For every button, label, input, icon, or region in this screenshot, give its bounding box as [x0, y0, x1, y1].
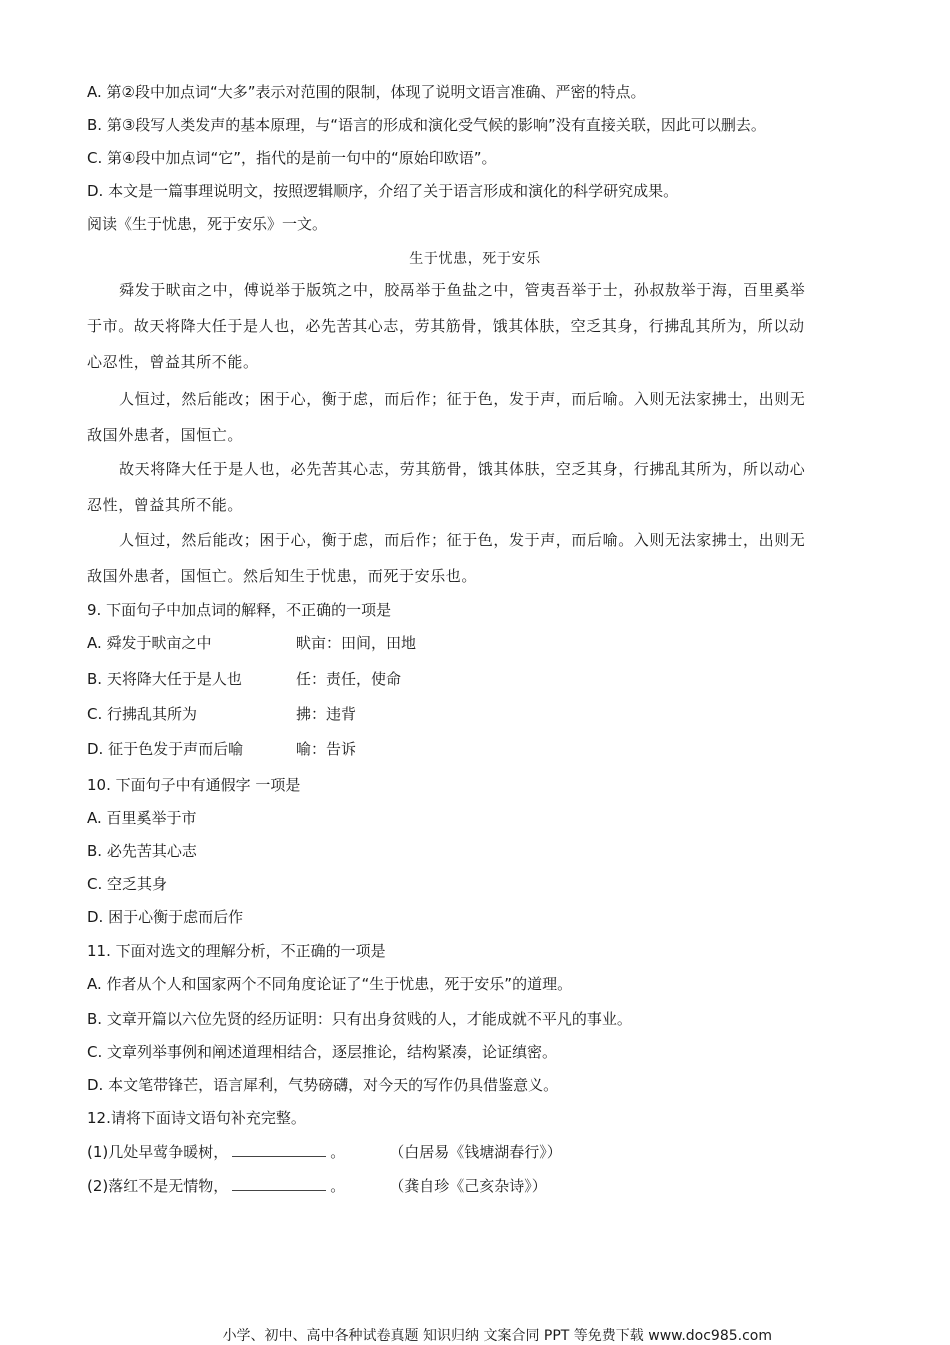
q11-option-d: D. 本文笔带锋芒，语言犀利，气势磅礴，对今天的写作仍具借鉴意义。 [87, 1076, 559, 1094]
q9-option-gloss: 任：责任，使命 [296, 670, 402, 688]
q9-option-sentence: C. 行拂乱其所为 [87, 705, 198, 723]
q12-item-suffix: 。 [330, 1177, 346, 1195]
q11-option-a: A. 作者从个人和国家两个不同角度论证了“生于忧患，死于安乐”的道理。 [87, 975, 573, 993]
fill-blank[interactable] [232, 1142, 326, 1157]
q8-option-d: D. 本文是一篇事理说明文，按照逻辑顺序，介绍了关于语言形成和演化的科学研究成果。 [87, 182, 679, 200]
q10-option-d: D. 困于心衡于虑而后作 [87, 908, 244, 926]
q9-option-gloss: 拂：违背 [296, 705, 357, 723]
page-footer: 小学、初中、高中各种试卷真题 知识归纳 文案合同 PPT 等免费下载 www.doc985.com [222, 1328, 772, 1344]
q12-item-prefix: (1)几处早莺争暖树， [87, 1143, 229, 1161]
q9-option-gloss: 喻：告诉 [296, 740, 357, 758]
fill-blank[interactable] [232, 1176, 326, 1191]
passage-paragraph-1 [87, 280, 859, 388]
q8-option-c: C. 第④段中加点词“它”，指代的是前一句中的“原始印欧语”。 [87, 149, 497, 167]
passage-paragraph-2 [87, 389, 859, 461]
q11-stem: 11. 下面对选文的理解分析，不正确的一项是 [87, 942, 386, 960]
passage-line: 于市。故天将降大任于是人也，必先苦其心志，劳其筋骨，饿其体肤，空乏其身，行拂乱其所为，所以动 [87, 317, 805, 335]
q9-stem: 9. 下面句子中加点词的解释，不正确的一项是 [87, 601, 392, 619]
q8-option-b: B. 第③段写人类发声的基本原理，与“语言的形成和演化受气候的影响”没有直接关联，因此可以删去。 [87, 116, 766, 134]
passage-line: 心忍性，曾益其所不能。 [87, 353, 259, 371]
q12-item-source: （龚自珍《己亥杂诗》） [389, 1177, 547, 1195]
q12-item-1 [87, 1142, 562, 1162]
q10-option-c: C. 空乏其身 [87, 875, 168, 893]
q12-item-suffix: 。 [330, 1143, 346, 1161]
passage-line: 忍性，曾益其所不能。 [87, 496, 244, 514]
passage-line: 舜发于畎亩之中，傅说举于版筑之中，胶鬲举于鱼盐之中，管夷吾举于士，孙叔敖举于海，百里奚举 [119, 281, 806, 299]
q9-option-gloss: 畎亩：田间，田地 [296, 634, 417, 652]
passage-line: 敌国外患者，国恒亡。 [87, 426, 244, 444]
q10-stem: 10. 下面句子中有通假字 一项是 [87, 776, 301, 794]
passage-line: 人恒过，然后能改；困于心，衡于虑，而后作；征于色，发于声，而后喻。入则无法家拂士，出则无 [119, 531, 806, 549]
q12-item-2 [87, 1176, 547, 1196]
passage-line: 故天将降大任于是人也，必先苦其心志，劳其筋骨，饿其体肤，空乏其身，行拂乱其所为，所以动心 [119, 460, 806, 478]
q10-option-b: B. 必先苦其心志 [87, 842, 197, 860]
passage-title: 生于忧患，死于安乐 [409, 251, 541, 267]
q11-option-b: B. 文章开篇以六位先贤的经历证明：只有出身贫贱的人，才能成就不平凡的事业。 [87, 1010, 632, 1028]
q8-option-a: A. 第②段中加点词“大多”表示对范围的限制，体现了说明文语言准确、严密的特点。 [87, 83, 646, 101]
q12-item-source: （白居易《钱塘湖春行》） [389, 1143, 562, 1161]
passage-paragraph-4 [87, 530, 859, 602]
q9-option-sentence: A. 舜发于畎亩之中 [87, 634, 212, 652]
q12-stem: 12.请将下面诗文语句补充完整。 [87, 1109, 306, 1127]
reading-intro: 阅读《生于忧患，死于安乐》一文。 [87, 215, 328, 233]
q9-option-sentence: D. 征于色发于声而后喻 [87, 740, 244, 758]
q12-item-prefix: (2)落红不是无情物， [87, 1177, 229, 1195]
passage-line: 敌国外患者，国恒亡。然后知生于忧患，而死于安乐也。 [87, 567, 478, 585]
q9-option-sentence: B. 天将降大任于是人也 [87, 670, 242, 688]
passage-paragraph-3 [87, 459, 859, 531]
q11-option-c: C. 文章列举事例和阐述道理相结合，逐层推论，结构紧凑，论证缜密。 [87, 1043, 558, 1061]
passage-line: 人恒过，然后能改；困于心，衡于虑，而后作；征于色，发于声，而后喻。入则无法家拂士，出则无 [119, 390, 806, 408]
q10-option-a: A. 百里奚举于市 [87, 809, 197, 827]
